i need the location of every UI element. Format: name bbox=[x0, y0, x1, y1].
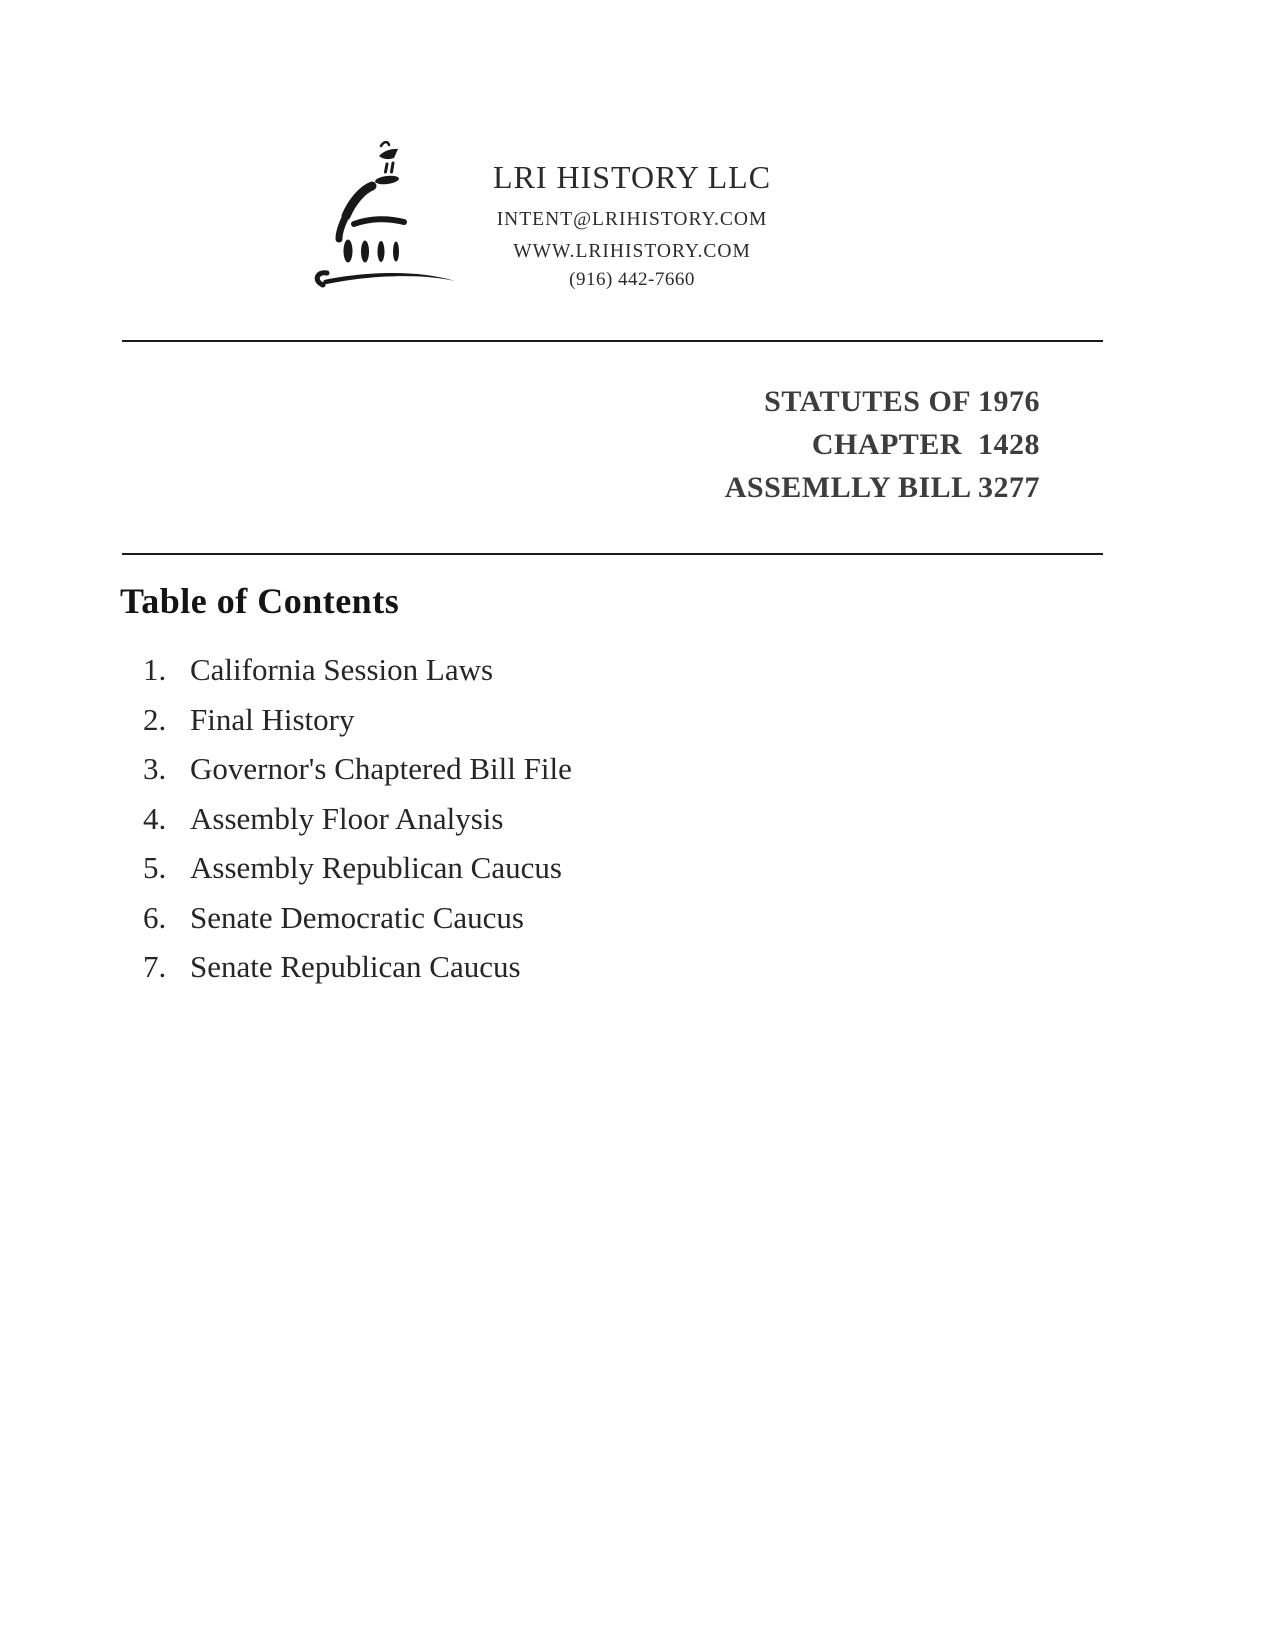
assembly-bill-line: ASSEMLLY BILL 3277 bbox=[724, 471, 1040, 504]
statute-title-block bbox=[725, 380, 1040, 509]
toc-item-label: Senate Democratic Caucus bbox=[190, 899, 524, 935]
toc-item bbox=[143, 942, 572, 992]
header-contact-block bbox=[460, 158, 804, 292]
chapter-line: CHAPTER 1428 bbox=[811, 428, 1040, 461]
divider-bottom bbox=[122, 553, 1103, 555]
toc-item-label: Senate Republican Caucus bbox=[190, 949, 521, 984]
toc-item bbox=[143, 645, 572, 695]
company-email: INTENT@LRIHISTORY.COM bbox=[496, 209, 768, 230]
toc-item-number: 5. bbox=[143, 850, 167, 885]
toc-list bbox=[143, 645, 572, 992]
toc-item-number: 2. bbox=[143, 701, 167, 737]
toc-item-label: California Session Laws bbox=[190, 652, 494, 687]
company-phone: (916) 442-7660 bbox=[569, 269, 695, 290]
divider-top bbox=[122, 340, 1103, 342]
capitol-dome-icon bbox=[308, 136, 456, 290]
toc-item-label: Assembly Republican Caucus bbox=[190, 850, 562, 885]
statutes-line: STATUTES OF 1976 bbox=[764, 385, 1040, 418]
toc-item-number: 1. bbox=[143, 652, 167, 687]
toc-item-number: 4. bbox=[143, 800, 167, 836]
toc-item bbox=[143, 794, 572, 844]
toc-item bbox=[143, 893, 572, 943]
company-name: LRI HISTORY LLC bbox=[492, 159, 772, 195]
toc-item-label: Governor's Chaptered Bill File bbox=[190, 751, 572, 786]
toc-item-number: 7. bbox=[143, 949, 167, 984]
toc-item-label: Final History bbox=[190, 701, 355, 737]
toc-heading: Table of Contents bbox=[120, 581, 400, 621]
toc-item bbox=[143, 695, 572, 745]
toc-item-number: 6. bbox=[143, 899, 167, 935]
company-website: WWW.LRIHISTORY.COM bbox=[513, 241, 751, 262]
company-logo bbox=[308, 136, 456, 290]
toc-item bbox=[143, 744, 572, 794]
toc-item-number: 3. bbox=[143, 751, 167, 786]
toc-item bbox=[143, 843, 572, 893]
toc-item-label: Assembly Floor Analysis bbox=[190, 800, 504, 836]
